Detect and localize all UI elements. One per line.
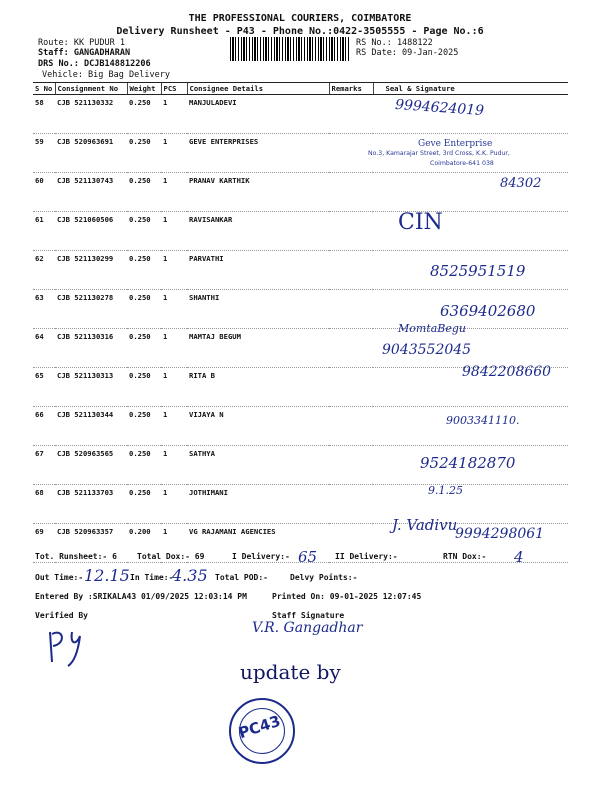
company-title: THE PROFESSIONAL COURIERS, COIMBATORE (188, 13, 412, 24)
row-consignment: CJB 521130743 (55, 173, 127, 212)
row-consignment: CJB 521130316 (55, 329, 127, 368)
row-sno: 59 (33, 134, 55, 173)
ii-delivery-label: II Delivery:- (335, 552, 398, 561)
row-weight: 0.200 (127, 524, 161, 563)
i-delivery-value: 65 (298, 548, 318, 566)
row-consignee: VG RAJAMANI AGENCIES (187, 524, 329, 563)
table-row (33, 212, 568, 251)
row-sno: 60 (33, 173, 55, 212)
row-consignment: CJB 521130344 (55, 407, 127, 446)
row-consignment: CJB 521130278 (55, 290, 127, 329)
pc43-stamp-text: PC43 (236, 711, 283, 743)
col-seal-signature: Seal & Signature (373, 83, 568, 95)
row-consignment: CJB 521060506 (55, 212, 127, 251)
table-row (33, 485, 568, 524)
row-consignee: VIJAYA N (187, 407, 329, 446)
table-row (33, 173, 568, 212)
signature-65: 9842208660 (462, 364, 552, 380)
row-sno: 62 (33, 251, 55, 290)
runsheet-subtitle: Delivery Runsheet - P43 - Phone No.:0422-3505555 - Page No.:6 (116, 26, 484, 37)
col-sno: S No (33, 83, 55, 95)
i-delivery-label: I Delivery:- (232, 552, 290, 561)
signature-69b: 9994298061 (455, 526, 545, 542)
row-consignee: PRANAV KARTHIK (187, 173, 329, 212)
row-weight: 0.250 (127, 485, 161, 524)
seal-59 (392, 134, 396, 135)
row-pcs: 1 (161, 134, 187, 173)
signature-69a: J. Vadivu (392, 516, 458, 534)
rtn-dox-value: 4 (514, 548, 524, 566)
route-label: Route: KK PUDUR 1 (38, 38, 125, 48)
row-consignment: CJB 521133703 (55, 485, 127, 524)
barcode-graphic (230, 37, 350, 61)
col-weight: Weight (127, 83, 161, 95)
row-weight: 0.250 (127, 329, 161, 368)
row-weight: 0.250 (127, 446, 161, 485)
col-remarks: Remarks (329, 83, 373, 95)
row-pcs: 1 (161, 290, 187, 329)
row-pcs: 1 (161, 407, 187, 446)
col-consignee: Consignee Details (187, 83, 329, 95)
row-consignment: CJB 520963691 (55, 134, 127, 173)
staff-signature-value: V.R. Gangadhar (252, 620, 363, 636)
drs-number: DRS No.: DCJB148812206 (38, 59, 151, 69)
row-weight: 0.250 (127, 134, 161, 173)
row-sno: 69 (33, 524, 55, 563)
row-sno: 58 (33, 95, 55, 134)
seal-59-address: No.3, Kamarajar Street, 3rd Cross, K.K. Pudur, (368, 150, 510, 157)
row-sno: 68 (33, 485, 55, 524)
total-dox: Total Dox:- 69 (137, 552, 205, 561)
out-time-value: 12.15 (84, 566, 130, 585)
entered-by: Entered By :SRIKALA43 01/09/2025 12:03:14 PM (35, 592, 247, 601)
row-weight: 0.250 (127, 290, 161, 329)
signature-58: 9994624019 (394, 96, 485, 120)
rs-date: RS Date: 09-Jan-2025 (356, 48, 459, 58)
signature-67: 9524182870 (420, 454, 516, 472)
row-consignee: MANJULADEVI (187, 95, 329, 134)
row-consignee: RAVISANKAR (187, 212, 329, 251)
signature-62: 8525951519 (430, 262, 526, 280)
row-consignment: CJB 521130299 (55, 251, 127, 290)
row-pcs: 1 (161, 485, 187, 524)
signature-61: CIN (398, 210, 443, 235)
rs-number: RS No.: 1488122 (356, 38, 433, 48)
row-pcs: 1 (161, 368, 187, 407)
staff-signature-label: Staff Signature (272, 611, 345, 620)
signature-60: 84302 (500, 176, 542, 191)
signature-64c: 9043552045 (382, 342, 472, 358)
row-consignment: CJB 521130332 (55, 95, 127, 134)
total-pod-label: Total POD:- (215, 573, 268, 582)
tot-runsheet: Tot. Runsheet:- 6 (35, 552, 117, 561)
table-row (33, 329, 568, 368)
in-time-label: In Time:- (130, 573, 174, 582)
row-consignee: GEVE ENTERPRISES (187, 134, 329, 173)
verified-by-label: Verified By (35, 611, 88, 620)
seal-59-name: Geve Enterprise (418, 139, 493, 149)
rtn-dox-label: RTN Dox:- (443, 552, 487, 561)
row-weight: 0.250 (127, 368, 161, 407)
signature-64b: MomtaBegu (398, 322, 467, 335)
row-consignee: PARVATHI (187, 251, 329, 290)
signature-66: 9003341110. (446, 414, 520, 427)
row-consignment: CJB 520963357 (55, 524, 127, 563)
row-consignee: JOTHIMANI (187, 485, 329, 524)
verified-signature-mark (42, 622, 102, 672)
row-consignee: SATHYA (187, 446, 329, 485)
signature-64a: 6369402680 (440, 302, 536, 320)
row-pcs: 1 (161, 95, 187, 134)
row-pcs: 1 (161, 446, 187, 485)
row-sno: 63 (33, 290, 55, 329)
row-consignment: CJB 520963565 (55, 446, 127, 485)
delvy-points-label: Delvy Points:- (290, 573, 358, 582)
row-weight: 0.250 (127, 251, 161, 290)
row-pcs: 1 (161, 329, 187, 368)
update-by-note: update by (240, 660, 341, 684)
col-pcs: PCS (161, 83, 187, 95)
row-weight: 0.250 (127, 407, 161, 446)
row-consignee: RITA B (187, 368, 329, 407)
row-consignment: CJB 521130313 (55, 368, 127, 407)
printed-on: Printed On: 09-01-2025 12:07:45 (272, 592, 422, 601)
vehicle-label: Vehicle: Big Bag Delivery (42, 70, 170, 80)
row-weight: 0.250 (127, 95, 161, 134)
in-time-value: 4.35 (172, 566, 208, 585)
row-pcs: 1 (161, 173, 187, 212)
table-row (33, 95, 568, 134)
signature-68: 9.1.25 (428, 484, 463, 497)
out-time-label: Out Time:- (35, 573, 84, 582)
row-weight: 0.250 (127, 212, 161, 251)
row-pcs: 1 (161, 212, 187, 251)
seal-59-city: Coimbatore-641 038 (430, 160, 494, 167)
row-sno: 61 (33, 212, 55, 251)
row-pcs: 1 (161, 524, 187, 563)
row-sno: 64 (33, 329, 55, 368)
row-consignee: MAMTAJ BEGUM (187, 329, 329, 368)
row-sno: 66 (33, 407, 55, 446)
col-consignment: Consignment No (55, 83, 127, 95)
table-header-row (33, 83, 568, 95)
row-sno: 67 (33, 446, 55, 485)
row-pcs: 1 (161, 251, 187, 290)
row-consignee: SHANTHI (187, 290, 329, 329)
staff-label: Staff: GANGADHARAN (38, 48, 131, 58)
row-sno: 65 (33, 368, 55, 407)
row-weight: 0.250 (127, 173, 161, 212)
